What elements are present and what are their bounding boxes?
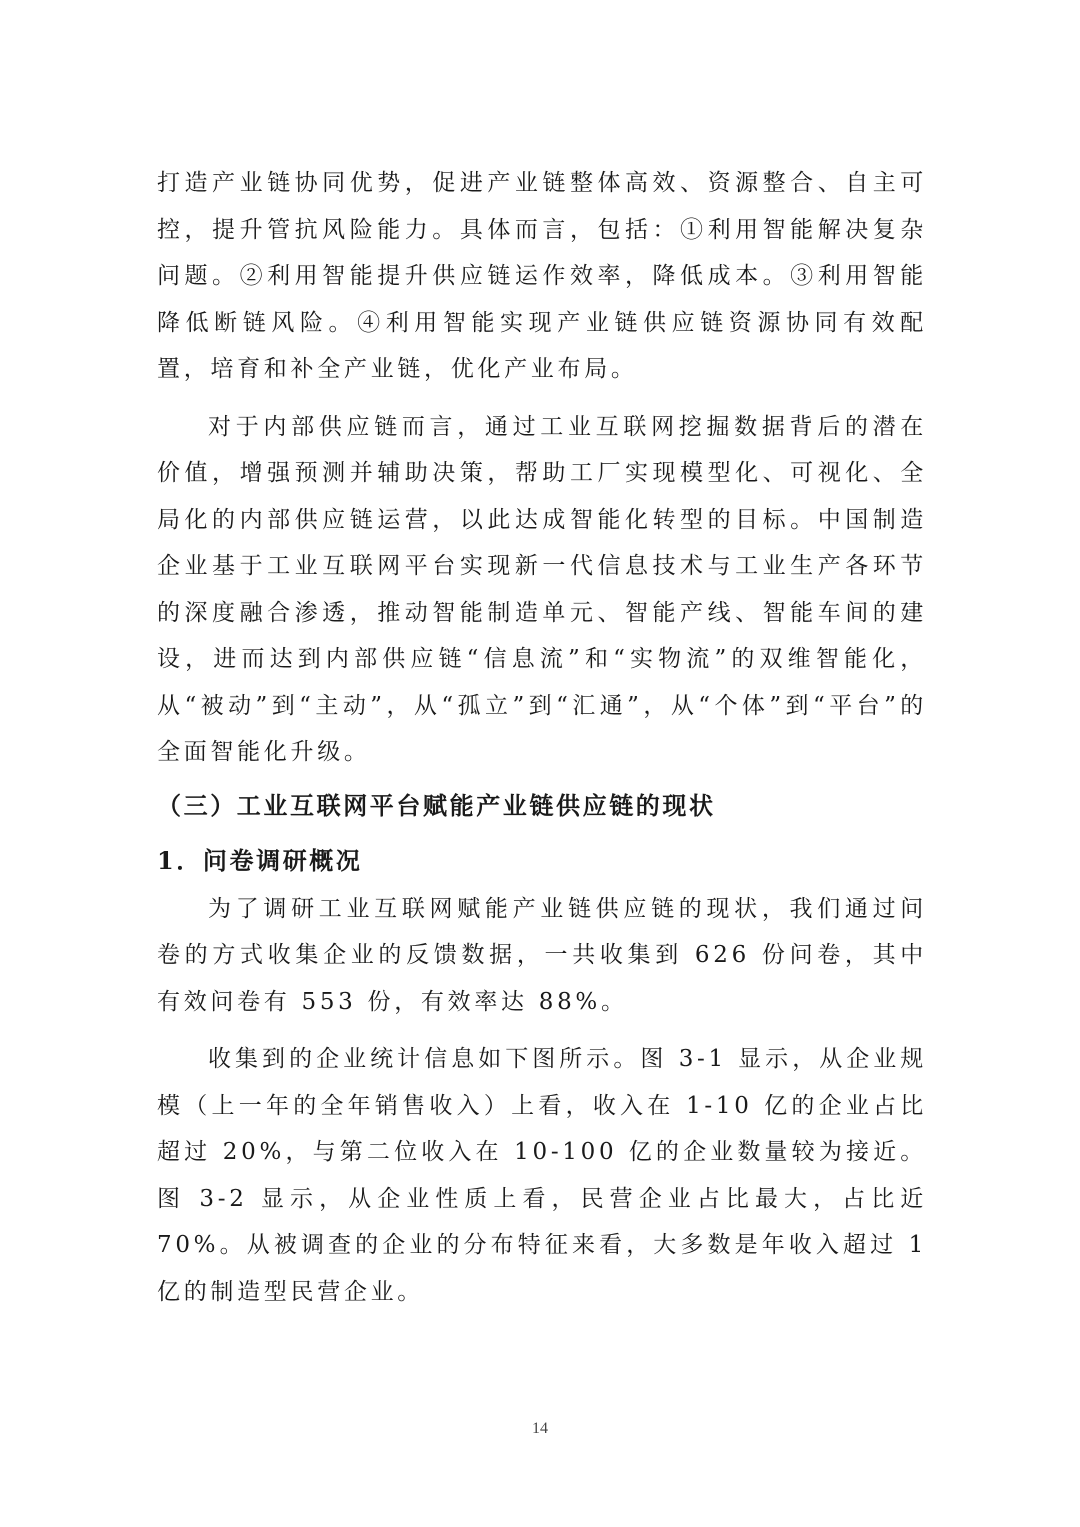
paragraph-survey-statistics: 收集到的企业统计信息如下图所示。图 3-1 显示，从企业规模（上一年的全年销售收入）上看，收入在 1-10 亿的企业占比超过 20%，与第二位收入在 10-100 亿的企业数量较为接近。图 3-2 显示，从企业性质上看，民营企业占比最大，占比近 70%。从被调查的企业的分布特征来看，大多数是年收入超过 1 亿的制造型民营企业。 bbox=[157, 1046, 927, 1305]
page-number: 14 bbox=[532, 1420, 548, 1437]
paragraph-internal-supply-chain: 对于内部供应链而言，通过工业互联网挖掘数据背后的潜在价值，增强预测并辅助决策，帮助工厂实现模型化、可视化、全局化的内部供应链运营，以此达成智能化转型的目标。中国制造企业基于工业互联网平台实现新一代信息技术与工业生产各环节的深度融合渗透，推动智能制造单元、智能产线、智能车间的建设，进而达到内部供应链“信息流”和“实物流”的双维智能化，从“被动”到“主动”，从“孤立”到“汇通”，从“个体”到“平台”的全面智能化升级。 bbox=[157, 413, 927, 765]
subsection-heading: 1．问卷调研概况 bbox=[157, 845, 363, 875]
page-body bbox=[157, 160, 927, 1315]
paragraph-industry-chain-advantages: 打造产业链协同优势，促进产业链整体高效、资源整合、自主可控，提升管抗风险能力。具体而言，包括：①利用智能解决复杂问题。②利用智能提升供应链运作效率，降低成本。③利用智能降低断链风险。④利用智能实现产业链供应链资源协同有效配置，培育和补全产业链，优化产业布局。 bbox=[157, 170, 927, 382]
paragraph-survey-method: 为了调研工业互联网赋能产业链供应链的现状，我们通过问卷的方式收集企业的反馈数据，一共收集到 626 份问卷，其中有效问卷有 553 份，有效率达 88%。 bbox=[157, 895, 927, 1015]
section-heading: （三）工业互联网平台赋能产业链供应链的现状 bbox=[157, 790, 716, 820]
